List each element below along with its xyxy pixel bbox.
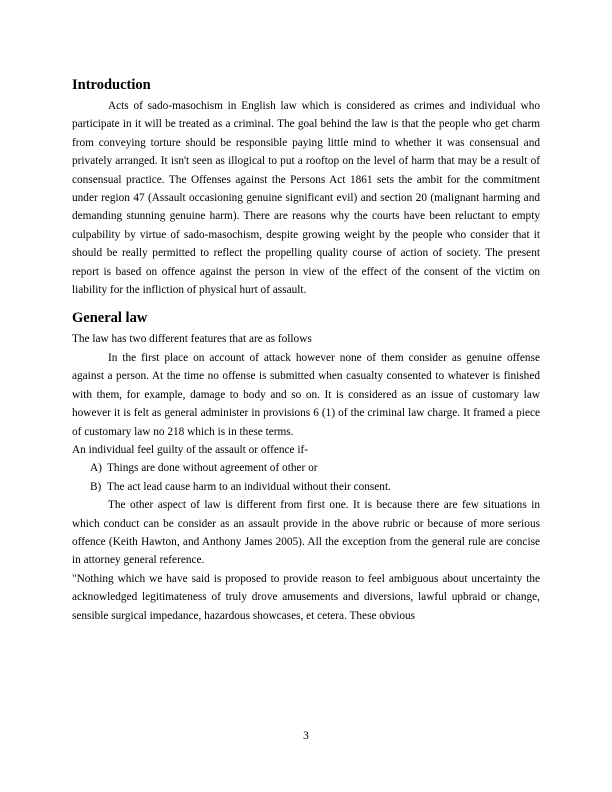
- section-heading-introduction: Introduction: [72, 77, 151, 93]
- general-law-paragraph-2: The other aspect of law is different from first one. It is because there are few situations in which conduct can be consider as an assault provide in the above rubric or because of more serious offence (Keith Hawton, and Anthony James 2005). All the exception from the general rule are concise in attorney general reference.: [72, 499, 540, 567]
- general-law-paragraph-1: In the first place on account of attack however none of them consider as genuine offense against a person. At the time no offense is submitted when casualty consented to whatever is finished with them, for example, damage to body and so on. It is considered as an issue of customary law however it is felt as general administer in provisions 6 (1) of the criminal law charge. It framed a piece of customary law no 218 which is in these terms.: [72, 351, 540, 438]
- page-number: 3: [303, 730, 309, 742]
- list-item: [72, 459, 540, 477]
- page-body: [72, 76, 540, 625]
- list-item-text: The act lead cause harm to an individual without their consent.: [107, 480, 391, 493]
- list-marker: A): [90, 462, 102, 475]
- section-heading-general-law: General law: [72, 310, 148, 327]
- quoted-passage: "Nothing which we have said is proposed to provide reason to feel ambiguous about uncertainty the acknowledged legitimateness of truly drove amusements and diversions, lawful upbraid or change, sensible surgical impedance, hazardous showcases, et cetera. These obvious: [72, 572, 540, 622]
- general-law-intro-line: The law has two different features that are as follows: [72, 333, 312, 346]
- introduction-paragraph: Acts of sado-masochism in English law which is considered as crimes and individual who participate in it will be treated as a criminal. The goal behind the law is that the people who get charm from conveying torture should be responsible paying little mind to whether it was consensual and privately arranged. It isn't seen as illogical to put a rooftop on the level of harm that may be a result of consensual practice. The Offenses against the Persons Act 1861 sets the ambit for the commitment under region 47 (Assault occasioning genuine significant evil) and section 20 (malignant harming and demanding stunning genuine harm). There are reasons why the courts have been reluctant to empty culpability by virtue of sado-masochism, despite growing weight by the people who consider that it should be really permitted to reflect the propelling quality course of action of society. The present report is based on offence against the person in view of the effect of the consent of the victim on liability for the infliction of physical hurt of assault.: [72, 100, 540, 297]
- conditions-list: [72, 459, 540, 496]
- list-item-text: Things are done without agreement of other or: [107, 462, 318, 475]
- general-law-lead-line: An individual feel guilty of the assault or offence if-: [72, 443, 309, 456]
- list-marker: B): [90, 480, 102, 493]
- list-item: [72, 478, 540, 496]
